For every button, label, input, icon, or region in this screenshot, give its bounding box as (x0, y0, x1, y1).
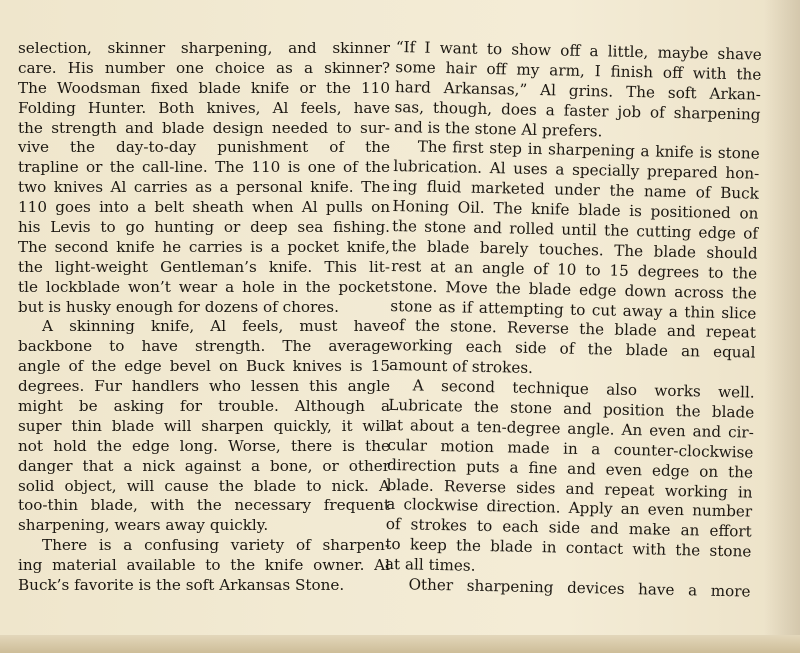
text-line: ing fluid marketed under the name of Buck (392, 177, 760, 203)
text-line: care. His number one choice as a skinner? (18, 58, 390, 77)
paragraph-start-line: There is a confusing variety of sharpen- (42, 536, 390, 555)
text-line: sharpening, wears away quickly. (18, 516, 269, 535)
paragraph-start-line: A second technique also works well. (412, 376, 755, 402)
text-line: the light-weight Gentleman’s knife. This lit- (18, 257, 390, 276)
text-line: sas, though, does a faster job of sharpening (394, 97, 761, 124)
text-line: selection, skinner sharpening, and skinner (18, 39, 390, 57)
text-line: of strokes to each side and make an effort (385, 515, 752, 541)
text-line: rest at an angle of 10 to 15 degrees to the (391, 256, 758, 283)
text-line: solid object, will cause the blade to nick. A (18, 476, 390, 495)
text-line: the blade barely touches. The blade should (391, 236, 758, 263)
text-line: The Woodsman fixed blade knife or the 110 (18, 78, 390, 97)
text-line: stone. Move the blade edge down across the (390, 276, 757, 303)
text-line: working each side of the blade an equal (389, 336, 756, 362)
right-text-column (384, 38, 762, 602)
text-line: the stone and rolled until the cutting edge of (391, 216, 759, 243)
text-line: blade. Reverse sides and repeat working in (386, 475, 753, 502)
text-line: The second knife he carries is a pocket knife, (18, 237, 390, 256)
text-line: too-thin blade, with the necessary frequent (18, 496, 390, 515)
text-line: direction puts a fine and even edge on the (386, 455, 754, 482)
text-line: lubrication. Al uses a specially prepared hon- (393, 157, 760, 183)
text-line: not hold the edge long. Worse, there is the (18, 436, 390, 455)
text-line: might be asking for trouble. Although a (18, 397, 390, 416)
text-line: trapline or the call-line. The 110 is one of the (18, 158, 390, 177)
text-line: tle lockblade won’t wear a hole in the pocket (18, 277, 390, 296)
paragraph-start-line: The first step in sharpening a knife is stone (417, 137, 760, 164)
text-line: degrees. Fur handlers who lessen this angle (18, 377, 390, 396)
text-line: Honing Oil. The knife blade is positioned on (392, 197, 759, 223)
page-edge-shadow (764, 0, 800, 653)
text-line: Folding Hunter. Both knives, Al feels, have (18, 98, 390, 117)
text-line: the strength and blade design needed to sur- (18, 118, 390, 137)
text-line: “If I want to show off a little, maybe shave (395, 38, 762, 64)
page-bottom-edge (0, 635, 800, 653)
paragraph-start-line: Other sharpening devices have a more (408, 575, 751, 601)
text-line: 110 goes into a belt sheath when Al pulls on (18, 198, 390, 217)
left-text-column (18, 39, 390, 596)
text-line: some hair off my arm, I finish off with the (395, 57, 762, 84)
text-line: at about a ten-degree angle. An even and cir- (387, 415, 755, 442)
text-line: but is husky enough for dozens of chores. (18, 297, 339, 316)
text-line: ing material available to the knife owner. Al (18, 556, 390, 575)
text-line: angle of the edge bevel on Buck knives is 15 (18, 357, 390, 376)
text-line: hard Arkansas,” Al grins. The soft Arkan- (394, 77, 762, 104)
text-line: at all times. (384, 555, 476, 575)
text-line: backbone to have strength. The average (18, 337, 390, 356)
paragraph-start-line: A skinning knife, Al feels, must have (42, 317, 390, 336)
text-line: amount of strokes. (388, 356, 534, 378)
text-line: two knives Al carries as a personal knife. The (18, 178, 390, 197)
text-line: to keep the blade in contact with the stone (385, 535, 752, 561)
text-line: super thin blade will sharpen quickly, it will (18, 416, 390, 435)
text-line: stone as if attempting to cut away a thin slice (390, 296, 757, 323)
text-line: vive the day-to-day punishment of the (18, 138, 390, 157)
text-line: cular motion made in a counter-clockwise (387, 435, 754, 462)
text-line: danger that a nick against a bone, or other (18, 456, 390, 475)
text-line: Buck’s favorite is the soft Arkansas Stone. (18, 576, 345, 595)
text-line: his Levis to go hunting or deep sea fishing. (18, 218, 390, 237)
text-line: of the stone. Reverse the blade and repeat (389, 316, 757, 343)
text-line: Lubricate the stone and position the blade (388, 395, 755, 422)
text-line: and is the stone Al prefers. (393, 117, 603, 140)
text-line: a clockwise direction. Apply an even number (386, 495, 753, 522)
